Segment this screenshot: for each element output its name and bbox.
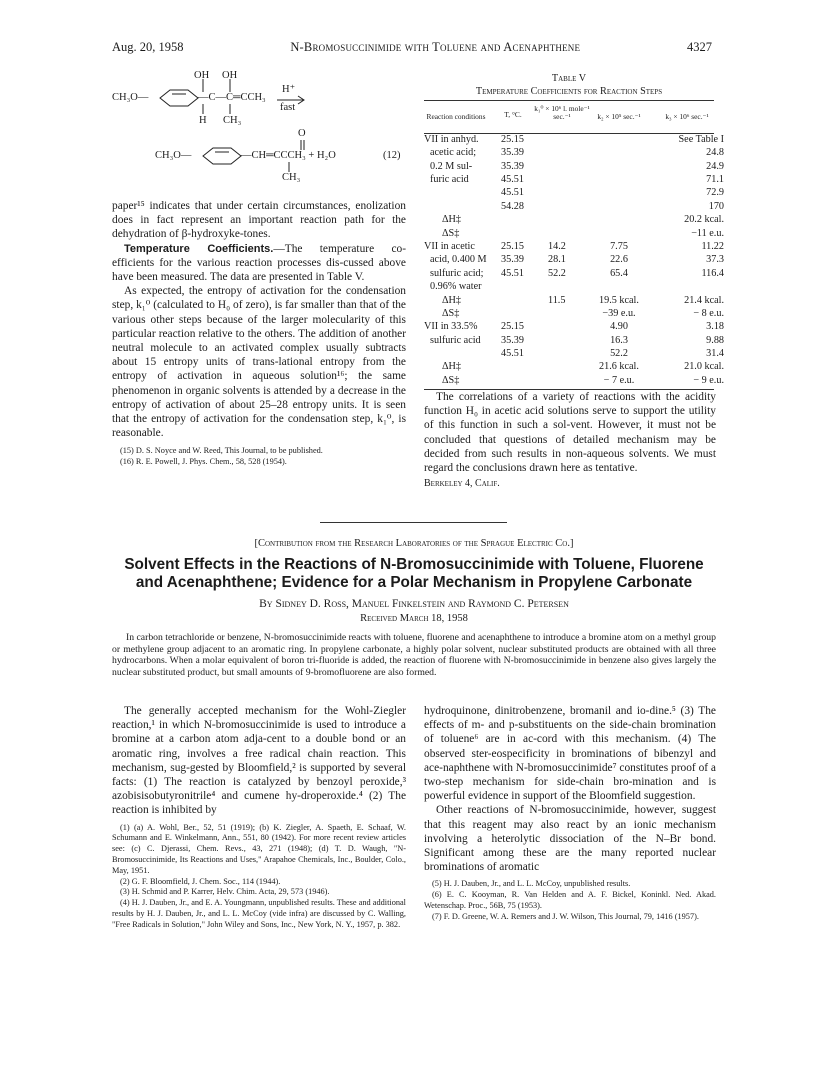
table-header-k3: k₃ × 10⁶ sec.⁻¹ [665, 111, 709, 121]
run-in-text: —The temperature co- [273, 242, 406, 255]
table-cell: 35.39 [501, 334, 524, 346]
table-cell: 45.51 [501, 173, 524, 185]
table-title: Temperature Coefficients for Reaction Steps [475, 86, 663, 98]
table-cell: 25.15 [501, 240, 524, 252]
table-cell: 54.28 [501, 200, 524, 212]
chain-label: —C—C═CCH₃ [198, 92, 266, 103]
table-cell: 52.2 [548, 267, 566, 279]
table-cell: 25.15 [501, 133, 524, 145]
table-cell: 22.6 [610, 254, 628, 266]
table-cell: 25.15 [501, 321, 524, 333]
structure-bottom [155, 126, 415, 190]
table-header-k2: k₂ × 10⁵ sec.⁻¹ [597, 111, 641, 121]
table-row [424, 307, 724, 320]
article-title: Solvent Effects in the Reactions of N-Bromosuccinimide with Toluene, Fluorene and Acenaphthene; Evidence for a Polar Mechanism in Propylene Carbonate [124, 556, 704, 591]
table-cell: 19.5 kcal. [599, 294, 639, 306]
table-cell: furic acid [430, 173, 469, 185]
table-cell: 3.18 [706, 321, 724, 333]
received-date: Received March 18, 1958 [360, 613, 468, 624]
table-cell: 65.4 [610, 267, 628, 279]
equation-number: (12) [383, 150, 401, 161]
table-cell: sulfuric acid; [430, 267, 484, 279]
table-cell: 71.1 [706, 173, 724, 185]
paragraph-1: paper¹⁵ indicates that under certain circumstances, enolization does in fact represent an important reaction path for the dehydration of β-hydroxyke-tones. [112, 200, 406, 241]
table-cell: 52.2 [610, 348, 628, 360]
header-date: Aug. 20, 1958 [112, 40, 184, 54]
table-cell: ΔH‡ [442, 294, 462, 306]
table-cell: − 8 e.u. [693, 307, 724, 319]
table-row [424, 280, 714, 293]
table-cell: 21.4 kcal. [684, 294, 724, 306]
table-cell: 31.4 [706, 348, 724, 360]
paragraph-3: As expected, the entropy of activation for the condensation step, k₁⁰ (calculated to H₀ of zero), is far smaller than that of the various other steps because of the larger molecularity of this particular reaction relative to the others. The addition of another neutral molecule to an activated complex usually subtracts about 15 entropy units of trans-lational entropy from the entropy of activation in aqueous solution¹⁶; the same phenomenon in organic solvents is attended by a decrease in the entropy of activation of about 25–28 entropy units. It is seen that the entropy of activation for the condensation step, k₁⁰, is reasonable. [112, 285, 406, 440]
conclusion-paragraph: The correlations of a variety of reactions with the acidity function H₀ in acetic acid solutions serve to support the utility of this function in such a sol-vent. However, it must not be concluded that questions of detailed mechanism may be decided from such results in non-aqueous solvents. We must regard the conclusions drawn here as tentative. [424, 391, 716, 475]
table-cell: ΔS‡ [442, 227, 460, 239]
table-row [424, 133, 724, 146]
paragraph-2 [112, 242, 406, 285]
h-plus-label: H⁺ [282, 84, 296, 95]
table-cell: ΔS‡ [442, 307, 460, 319]
table-cell: VII in anhyd. [424, 133, 479, 145]
table-cell: − 9 e.u. [693, 374, 724, 386]
table-cell: sulfuric acid [430, 334, 481, 346]
table-cell: 45.51 [501, 348, 524, 360]
table-header-conditions: Reaction conditions [426, 111, 486, 121]
location: Berkeley 4, Calif. [424, 478, 500, 490]
table-row [424, 200, 724, 213]
running-header [112, 40, 712, 55]
table-row [424, 360, 724, 373]
table-cell: 37.3 [706, 254, 724, 266]
table-row [424, 173, 724, 186]
table-cell: 21.6 kcal. [599, 361, 639, 373]
ch3o-label-2: CH₃O— [155, 150, 192, 161]
footnote-5: (5) H. J. Dauben, Jr., and L. L. McCoy, unpublished results. [432, 879, 631, 889]
table-cell: 9.88 [706, 334, 724, 346]
table-cell: ΔS‡ [442, 374, 460, 386]
table-cell: 7.75 [610, 240, 628, 252]
table-cell: −11 e.u. [691, 227, 724, 239]
table-cell: 35.39 [501, 160, 524, 172]
table-row [424, 294, 724, 307]
table-row [424, 227, 724, 240]
table-row [424, 320, 724, 333]
table-row [424, 334, 724, 347]
footnote-3: (3) H. Schmid and P. Karrer, Helv. Chim. Acta, 29, 573 (1946). [120, 887, 330, 897]
run-in-heading: Temperature Coefficients. [124, 242, 274, 255]
table-cell: VII in acetic [424, 240, 475, 252]
table-caption: Table V [551, 73, 587, 84]
table-cell: 24.8 [706, 147, 724, 159]
table-row [424, 186, 724, 199]
table-cell: 24.9 [706, 160, 724, 172]
oh-label-1: OH [194, 70, 210, 81]
fast-label: fast [280, 102, 296, 113]
table-cell: 72.9 [706, 187, 724, 199]
footnote-6: (6) E. C. Kooyman, R. Van Helden and A. F. Bickel, Koninkl. Ned. Akad. Wetenschap. Proc., 56B, 75 (1953). [424, 890, 716, 911]
table-cell: VII in 33.5% [424, 321, 478, 333]
oh-label-2: OH [222, 70, 238, 81]
table-body [424, 131, 724, 390]
footnote-15: (15) D. S. Noyce and W. Reed, This Journal, to be published. [120, 446, 323, 456]
carbonyl-o-label: O [298, 128, 306, 139]
paragraph-2-text: efficients for the various reaction processes dis-cussed above have been measured. The data are presented in Table V. [112, 256, 406, 284]
table-cell: See Table I [678, 133, 724, 145]
table-cell: − 7 e.u. [603, 374, 635, 386]
table-cell: 28.1 [548, 254, 566, 266]
contribution-line: [Contribution from the Research Laboratories of the Sprague Electric Co.] [254, 538, 574, 549]
article-authors: By Sidney D. Ross, Manuel Finkelstein and Raymond C. Petersen [259, 598, 569, 610]
body-paragraph-3: Other reactions of N-bromosuccinimide, however, suggest that this reagent may also react by an ionic mechanism involving a heterolytic dissociation of the N–Br bond. Significant among these are the many reported nuclear brominations of aromatic [424, 804, 716, 874]
table-cell: acetic acid; [430, 147, 477, 159]
table-cell: 21.0 kcal. [684, 361, 724, 373]
footnotes-right [424, 879, 716, 922]
table-cell: ΔH‡ [442, 214, 462, 226]
table-header-temp: T, °C. [504, 109, 522, 119]
article-separator [320, 522, 507, 523]
table-row [424, 240, 724, 253]
table-cell: 35.39 [501, 147, 524, 159]
ch3-label: CH₃ [223, 115, 242, 126]
table-cell: 170 [708, 200, 724, 212]
table-cell: 0.2 M sul- [430, 160, 473, 172]
body-right-column [424, 704, 716, 923]
table-cell: 11.5 [548, 294, 566, 306]
left-column [112, 199, 406, 468]
table-v [424, 72, 724, 390]
body-left-column [112, 704, 406, 931]
table-row [424, 213, 724, 226]
body-paragraph-2: hydroquinone, dinitrobenzene, bromanil and io-dine.⁵ (3) The effects of m- and p-substituents on the side-chain bromination of toluene⁶ are in ac-cord with this mechanism. (4) The observed ster-eospecificity in brominations of bibenzyl and ace-naphthene with N-bromosuccinimide⁷ constitutes proof of a two-step mechanism for side-chain bro-mination and is powerful evidence in support of the Bloomfield suggestion. [424, 705, 716, 803]
table-header-k1: k₁⁰ × 10⁶ l. mole⁻¹ sec.⁻¹ [534, 103, 590, 122]
abstract: In carbon tetrachloride or benzene, N-bromosuccinimide reacts with toluene, fluorene and acenaphthene to introduce a bromine atom on a methyl group or methylene group adjacent to an aromatic ring. In propylene carbonate, a highly polar solvent, nuclear substituted products are obtained with all three hydrocarbons. When a molar equivalent of boron tri-fluoride is added, the reaction of fluorene with N-bromosuccinimide in benzene also gives largely the nuclear substituted product, but small amounts of 9-bromofluorene are also formed. [112, 632, 716, 678]
header-running-title: N-Bromosuccinimide with Toluene and Acenaphthene [290, 40, 581, 54]
table-cell: 45.51 [501, 187, 524, 199]
table-cell: 45.51 [501, 267, 524, 279]
footnote-1: (1) (a) A. Wohl, Ber., 52, 51 (1919); (b) K. Ziegler, A. Spaeth, E. Schaaf, W. Schumann and E. Winkelmann, Ann., 551, 80 (1942). For more recent review articles see: (c) C. Djerassi, Chem. Revs., 43, 271 (1948); (d) T. D. Waugh, "N-Bromosuccinimide, Its Reactions and Uses," Arapahoe Chemicals, Inc., Boulder, Colo., May, 1951. [112, 822, 406, 875]
footnote-16: (16) R. E. Powell, J. Phys. Chem., 58, 528 (1954). [120, 457, 287, 467]
chain-label-2: —CH═CCCH₃ + H₂O [241, 150, 336, 161]
table-header [424, 99, 714, 131]
footnotes-left [112, 823, 406, 931]
table-cell: 20.2 kcal. [684, 214, 724, 226]
table-row [424, 347, 724, 360]
table-cell: 0.96% water [430, 281, 482, 293]
table-cell: 16.3 [610, 334, 628, 346]
right-column [424, 390, 716, 491]
h-label: H [199, 115, 207, 126]
table-row [424, 160, 724, 173]
table-cell: 35.39 [501, 254, 524, 266]
table-row [424, 146, 724, 159]
table-cell: 4.90 [610, 321, 628, 333]
ch3-label-2: CH₃ [282, 172, 301, 183]
table-cell: −39 e.u. [602, 307, 636, 319]
ch3o-label: CH₃O— [112, 92, 149, 103]
table-row [424, 374, 724, 387]
table-cell: acid, 0.400 M [430, 254, 487, 266]
table-row [424, 267, 724, 280]
footnote-7: (7) F. D. Greene, W. A. Remers and J. W. Wilson, This Journal, 79, 1416 (1957). [432, 911, 699, 921]
table-row [424, 253, 724, 266]
table-cell: ΔH‡ [442, 361, 462, 373]
table-cell: 11.22 [701, 240, 724, 252]
table-cell: 14.2 [548, 240, 566, 252]
body-paragraph-1: The generally accepted mechanism for the Wohl-Ziegler reaction,¹ in which N-bromosuccinimide is used to introduce a bromine at a carbon atom adja-cent to a double bond or an aromatic ring, involves a free radical chain reaction. This mechanism, sug-gested by Bloomfield,² is supported by several facts: (1) The reaction is catalyzed by benzoyl peroxide,³ azobisisobutyronitrile⁴ and cumene hy-droperoxide.⁴ (2) The reaction is inhibited by [112, 705, 406, 817]
footnote-4: (4) H. J. Dauben, Jr., and E. A. Youngmann, unpublished results. These and additional results by H. J. Dauben, Jr., and L. L. McCoy (vide infra) are discussed by C. Walling, "Free Radicals in Solution," John Wiley and Sons, Inc., New York, N. Y., 1957, p. 382. [112, 898, 406, 929]
page-number: 4327 [686, 40, 712, 54]
table-cell: 116.4 [701, 267, 724, 279]
footnotes-top [112, 446, 406, 468]
footnote-2: (2) G. F. Bloomfield, J. Chem. Soc., 114 (1944). [120, 876, 281, 886]
